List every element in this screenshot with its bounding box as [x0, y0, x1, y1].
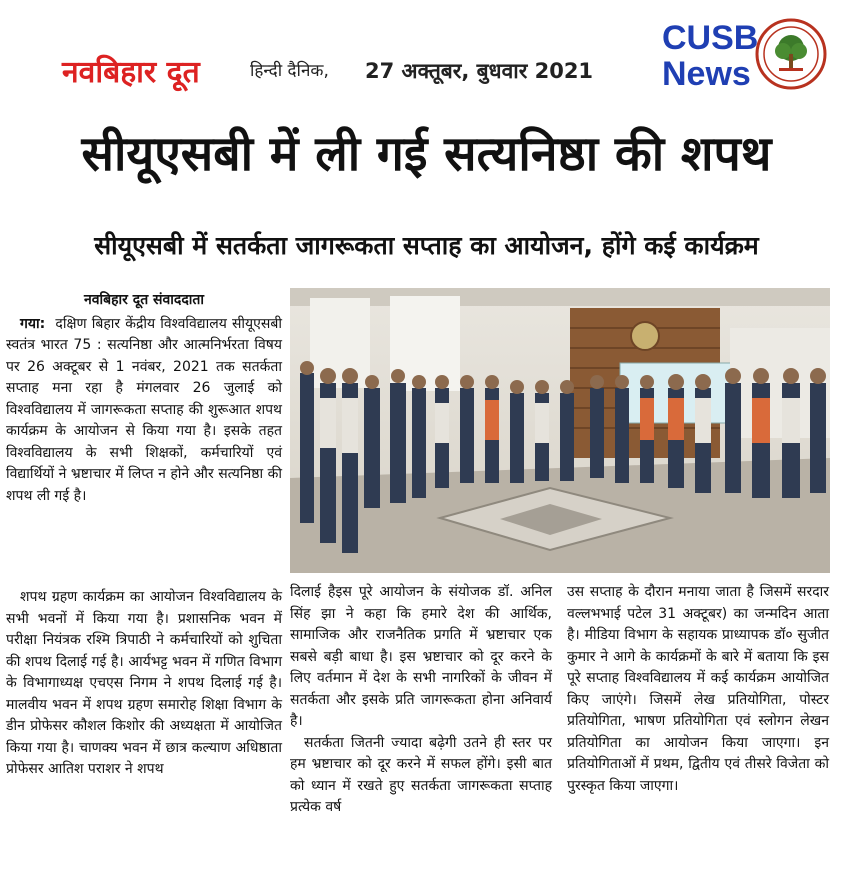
headline: सीयूएसबी में ली गई सत्यनिष्ठा की शपथ	[81, 126, 772, 182]
lead-text: दक्षिण बिहार केंद्रीय विश्वविद्यालय सीयूएसबी स्वतंत्र भारत 75 : सत्यनिष्ठा और आत्मनिर्भरता विषय पर 26 अक्टूबर से 1 नवंबर, 2021 तक सतर्कता सप्ताह मना रहा है मंगलवार 26 जुलाई को विश्वविद्यालय में जागरूकता सप्ताह की शुरूआत शपथ कार्यक्रम के आयोजन से किया गया है। इसके तहत विश्वविद्यालय के सभी शिक्षकों, कर्मचारियों एवं विद्यार्थियों ने भ्रष्टाचार में लिप्त न होने और सत्यनिष्ठा की शपथ ली गई है।	[6, 315, 282, 504]
university-seal-icon	[755, 18, 827, 90]
oath-ceremony-photo	[290, 288, 830, 573]
cusb-news-brand	[662, 19, 759, 93]
column-2	[290, 582, 552, 819]
paragraph-convener: दिलाई हैइस पूरे आयोजन के संयोजक डॉ. अनिल सिंह झा ने कहा कि हमारे देश की आर्थिक, सामाजिक और राजनैतिक प्रगति में भ्रष्टाचार एक सबसे बड़ी बाधा है। इस भ्रष्टाचार को दूर करने के लिए वर्तमान में देश के सभी नागरिकों के जीवन में सतर्कता और इसके प्रति जागरूकता होना अनिवार्य है।	[290, 584, 552, 729]
event-photo	[290, 288, 830, 573]
brand-line-2: News	[662, 55, 751, 93]
paper-name: नवबिहार दूत	[62, 55, 200, 90]
paragraph-competitions: उस सप्ताह के दौरान मनाया जाता है जिसमें सरदार वल्लभभाई पटेल 31 अक्टूबर) का जन्मदिन आता है। मीडिया विभाग के सहायक प्राध्यापक डॉ० सुजीत कुमार ने आगे के कार्यक्रमों के बारे में बताया कि इस पूरे सप्ताह विश्वविद्यालय में कई कार्यक्रम आयोजित किए जाएंगे। जिसमें लेख प्रतियोगिता, पोस्टर प्रतियोगिता, भाषण प्रतियोगिता एवं स्लोगन लेखन प्रतियोगिता का आयोजन किया जाएगा। इन प्रतियोगिताओं में प्रथम, द्वितीय एवं तीसरे विजेता को पुरस्कृत किया जाएगा।	[567, 584, 829, 794]
paper-date: 27 अक्तूबर, बुधवार 2021	[365, 59, 594, 83]
brand-line-1: CUSB	[662, 19, 759, 57]
byline: नवबिहार दूत संवाददाता	[83, 292, 205, 308]
column-1-bottom	[6, 587, 282, 781]
paper-tagline: हिन्दी दैनिक,	[250, 61, 329, 81]
subheadline: सीयूएसबी में सतर्कता जागरूकता सप्ताह का आयोजन, होंगे कई कार्यक्रम	[94, 231, 759, 260]
paragraph-awareness: सतर्कता जितनी ज्यादा बढ़ेगी उतने ही स्तर पर हम भ्रष्टाचार को दूर करने में सफल होंगे। इसी बात को ध्यान में रखते हुए सतर्कता जागरूकता सप्ताह प्रत्येक वर्ष	[290, 734, 552, 815]
paragraph-ceremony: शपथ ग्रहण कार्यक्रम का आयोजन विश्वविद्यालय के सभी भवनों में किया गया है। प्रशासनिक भवन में परीक्षा नियंत्रक रश्मि त्रिपाठी ने कर्मचारियों को शुचिता की शपथ दिलाई गई है। आर्यभट्ट भवन में गणित विभाग के विभागाध्यक्ष एचएस निगम ने शपथ दिलाई गई है। मालवीय भवन में शपथ ग्रहण समारोह शिक्षा विभाग के डीन प्रोफेसर कौशल किशोर की अध्यक्षता में आयोजित किया गया है। चाणक्य भवन में छात्र कल्याण अधिष्ठाता प्रोफेसर आतिश पराशर ने शपथ	[6, 589, 282, 777]
column-3	[567, 582, 829, 797]
masthead	[40, 50, 660, 94]
lead-paragraph	[6, 314, 282, 508]
column-1-top	[6, 290, 282, 507]
dateline: गया:	[20, 315, 46, 332]
